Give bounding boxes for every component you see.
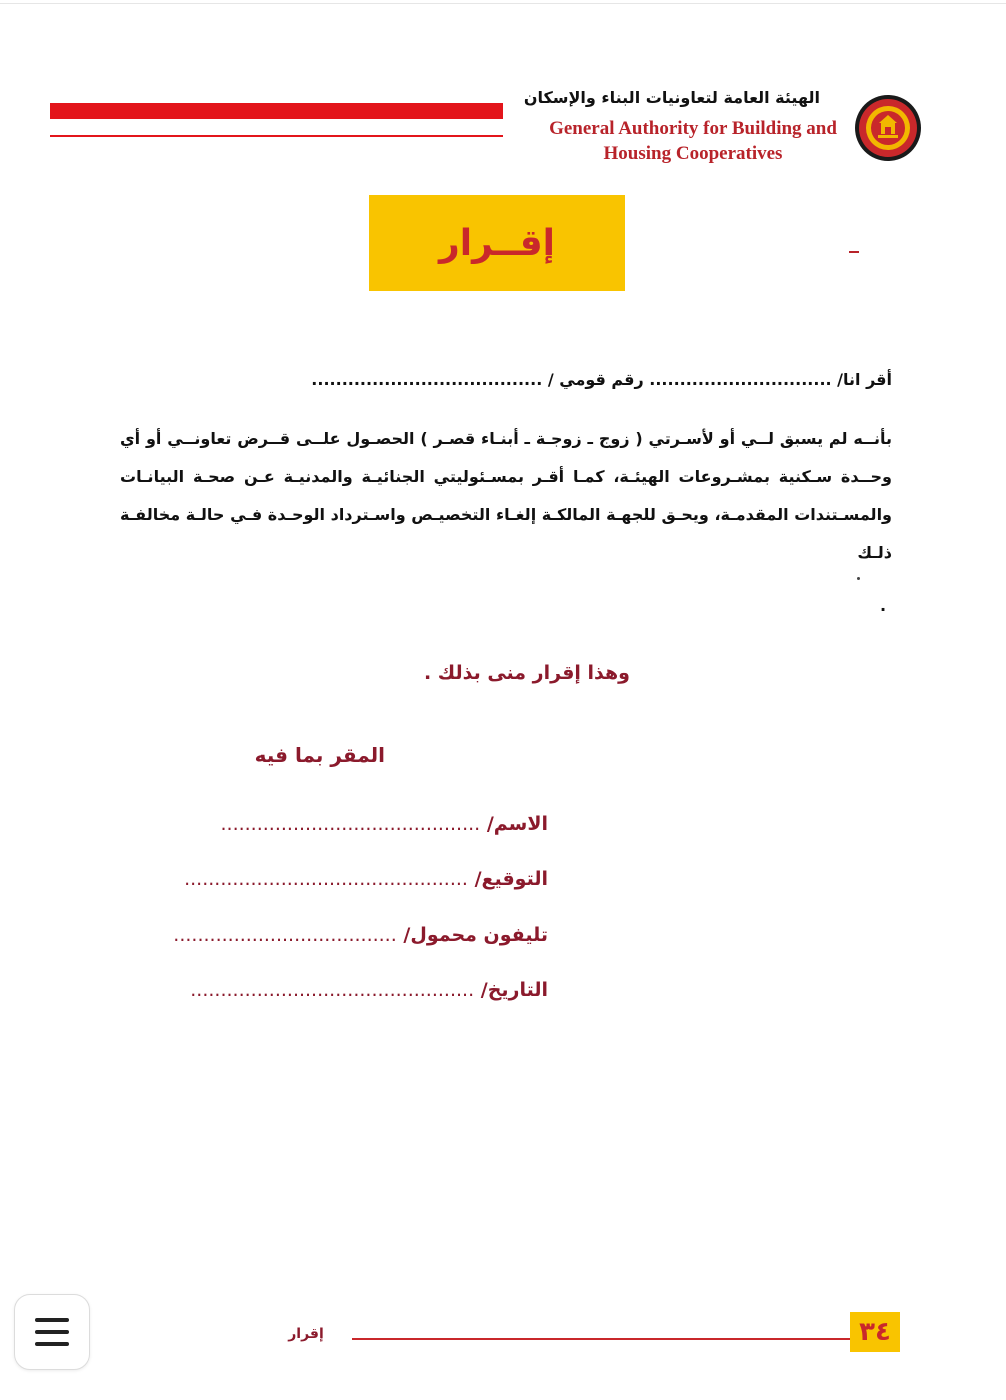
signature-field-blank: ............................................... (184, 868, 468, 890)
mobile-phone-field-label: تليفون محمول/ (403, 924, 548, 946)
paragraph-end-period: . (880, 596, 887, 615)
national-id-label: رقم قومي / (547, 370, 644, 389)
declarant-name-blank: .............................. (649, 370, 832, 389)
menu-bar (35, 1342, 69, 1346)
document-title: إقــرار (439, 222, 555, 264)
menu-bar (35, 1330, 69, 1334)
mobile-phone-field-blank: ..................................... (173, 924, 397, 946)
ink-speck (857, 577, 860, 580)
date-field-label: التاريخ/ (480, 979, 548, 1001)
date-field-blank: ............................................... (190, 979, 475, 1001)
declarant-label: أقر انا/ (837, 370, 892, 389)
declarant-line (120, 370, 892, 389)
date-field (118, 979, 548, 1001)
name-field-label: الاسم/ (486, 813, 548, 835)
stray-dash-mark (849, 251, 859, 253)
org-name-english-line2: Housing Cooperatives (603, 143, 783, 164)
org-name-english-line1: General Authority for Building and (549, 118, 837, 139)
footer-rule (352, 1338, 852, 1340)
header-red-line (50, 135, 503, 137)
declaration-statement: وهذا إقرار منى بذلك . (423, 662, 630, 684)
authority-seal-icon (854, 94, 922, 162)
menu-bar (35, 1318, 69, 1322)
hamburger-menu-icon[interactable] (14, 1294, 90, 1370)
name-field (118, 813, 548, 835)
page-number: ٣٤ (850, 1312, 900, 1352)
org-name-arabic: الهيئة العامة لتعاونيات البناء والإسكان (523, 88, 820, 107)
mobile-phone-field (118, 924, 548, 946)
signature-field-label: التوقيع/ (474, 868, 548, 890)
declaration-paragraph: بأنــه لم يسبق لــي أو لأسـرتي ( زوج ـ زوجـة ـ أبنـاء قصـر ) الحصـول علــى قــرض تعاونــي أو أي وحــدة سـكنية بمشـروعات الهيئـة، كمـا أقـر بمسـئوليتي الجنائيـة والمدنيـة عـن صحـة البيانـات والمسـتندات المقدمـة، ويحـق للجهـة المالكـة إلغـاء التخصيـص واسـترداد الوحـدة فـي حالـة مخالفـة ذلـك (120, 429, 892, 562)
org-name-english (530, 116, 856, 166)
header-red-bar (50, 103, 503, 119)
top-divider (0, 3, 1006, 4)
footer-section-label: إقرار (288, 1326, 324, 1342)
name-field-blank: ........................................... (220, 813, 481, 835)
signature-field (118, 868, 548, 890)
national-id-blank: ...................................... (311, 370, 543, 389)
document-title-box (369, 195, 625, 291)
signatory-heading: المقر بما فيه (254, 743, 385, 767)
